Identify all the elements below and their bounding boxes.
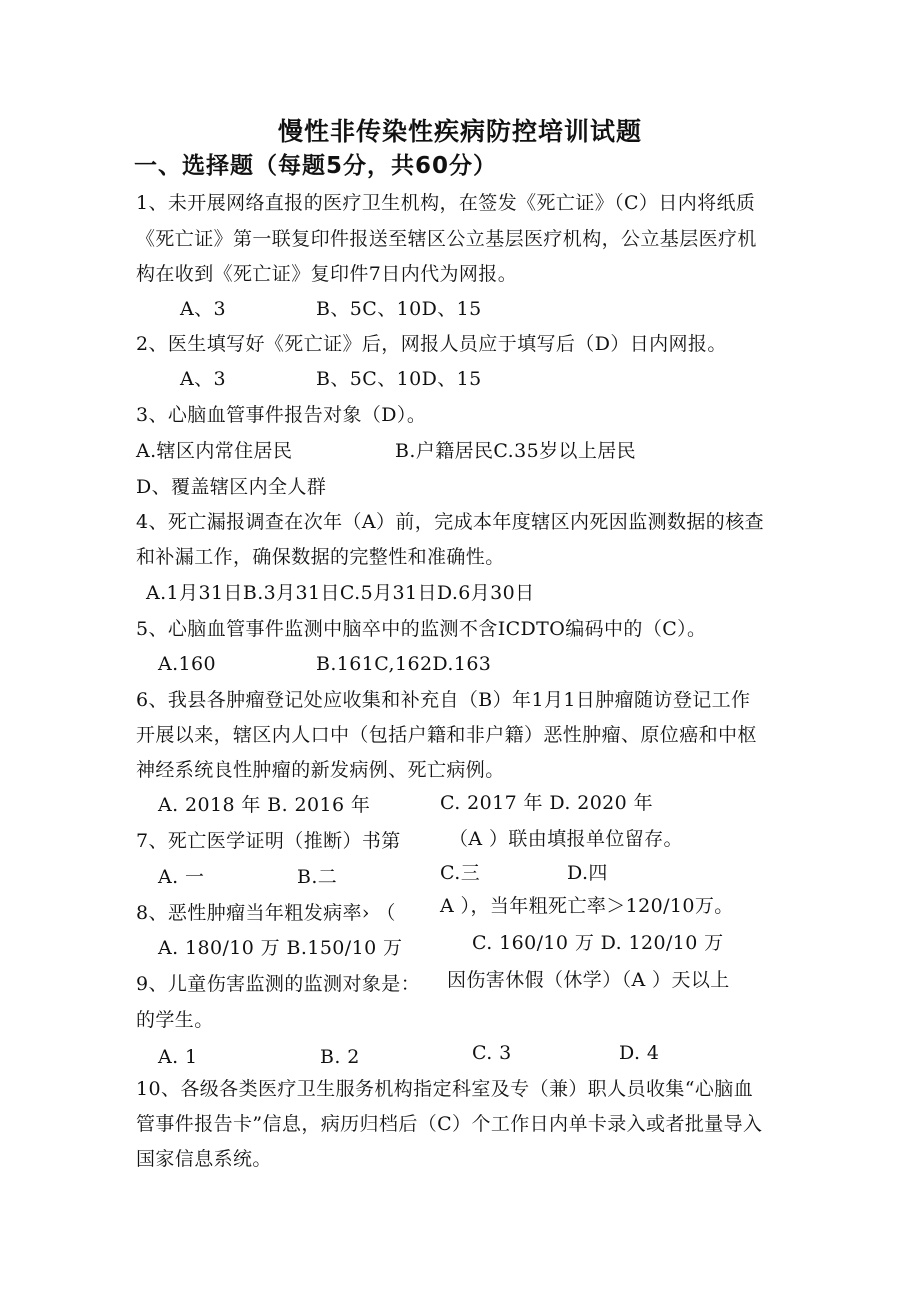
question-9-option-a: A. 1 xyxy=(158,1046,198,1068)
question-4-options: A.1月31日B.3月31日C.5月31日D.6月30日 xyxy=(146,582,535,604)
question-1-line-3: 构在收到《死亡证》复印件7日内代为网报。 xyxy=(136,263,518,285)
question-6-line-1: 6、我县各肿瘤登记处应收集和补充自（B）年1月1日肿瘤随访登记工作 xyxy=(136,689,751,711)
question-8-option-cd: C. 160/10 万 D. 120/10 万 xyxy=(472,932,724,954)
question-9-option-b: B. 2 xyxy=(320,1046,360,1068)
question-1-line-1: 1、未开展网络直报的医疗卫生机构，在签发《死亡证》（C）日内将纸质 xyxy=(136,192,756,214)
section-heading: 一、选择题（每题5分，共60分） xyxy=(134,153,498,179)
question-7-option-c: C.三 xyxy=(440,862,481,884)
question-8-option-ab: A. 180/10 万 B.150/10 万 xyxy=(158,937,403,959)
question-10-line-2: 管事件报告卡”信息，病历归档后（C）个工作日内单卡录入或者批量导入 xyxy=(136,1113,763,1135)
question-7-line-2: （A ）联由填报单位留存。 xyxy=(449,828,683,850)
question-9-line-1: 9、儿童伤害监测的监测对象是： xyxy=(136,973,421,995)
question-7-option-a: A. 一 xyxy=(158,866,205,888)
question-4-line-2: 和补漏工作，确保数据的完整性和准确性。 xyxy=(136,546,505,568)
question-5-option-bcd: B.161C,162D.163 xyxy=(316,653,492,675)
question-9-line-2: 因伤害休假（休学）（A ）天以上 xyxy=(447,969,730,991)
question-1-option-bcd: B、5C、10D、15 xyxy=(316,298,482,320)
question-4-line-1: 4、死亡漏报调查在次年（A）前，完成本年度辖区内死因监测数据的核查 xyxy=(136,511,765,533)
question-6-option-cd: C. 2017 年 D. 2020 年 xyxy=(440,792,654,814)
question-9-option-d: D. 4 xyxy=(619,1042,660,1064)
question-6-line-2: 开展以来，辖区内人口中（包括户籍和非户籍）恶性肿瘤、原位癌和中枢 xyxy=(136,724,757,746)
question-5-line-1: 5、心脑血管事件监测中脑卒中的监测不含ICDTO编码中的（C）。 xyxy=(136,618,707,640)
document-title: 慢性非传染性疾病防控培训试题 xyxy=(277,117,642,146)
question-9-line-3: 的学生。 xyxy=(136,1009,214,1031)
question-10-line-1: 10、各级各类医疗卫生服务机构指定科室及专（兼）职人员收集“心脑血 xyxy=(136,1078,754,1100)
question-7-option-b: B.二 xyxy=(297,866,338,888)
question-2-option-bcd: B、5C、10D、15 xyxy=(316,368,482,390)
question-3-line-1: 3、心脑血管事件报告对象（D）。 xyxy=(136,404,427,426)
question-8-line-2: A ），当年粗死亡率＞120/10万。 xyxy=(440,895,734,917)
question-6-option-ab: A. 2018 年 B. 2016 年 xyxy=(158,794,371,816)
question-5-option-a: A.160 xyxy=(158,653,217,675)
question-7-line-1: 7、死亡医学证明（推断）书第 xyxy=(136,830,401,852)
question-9-option-c: C. 3 xyxy=(472,1042,512,1064)
question-7-option-d: D.四 xyxy=(567,862,608,884)
question-6-line-3: 神经系统良性肿瘤的新发病例、死亡病例。 xyxy=(136,759,505,781)
question-1-line-2: 《死亡证》第一联复印件报送至辖区公立基层医疗机构，公立基层医疗机 xyxy=(136,228,757,250)
question-3-option-d: D、覆盖辖区内全人群 xyxy=(136,476,327,498)
question-8-line-1: 8、恶性肿瘤当年粗发病率› （ xyxy=(136,902,396,924)
question-1-option-a: A、3 xyxy=(180,298,227,320)
question-10-line-3: 国家信息系统。 xyxy=(136,1148,272,1170)
question-3-option-a: A.辖区内常住居民 xyxy=(136,440,293,462)
question-2-option-a: A、3 xyxy=(180,368,227,390)
question-2-line-1: 2、医生填写好《死亡证》后，网报人员应于填写后（D）日内网报。 xyxy=(136,333,727,355)
question-3-option-bc: B.户籍居民C.35岁以上居民 xyxy=(395,440,637,462)
